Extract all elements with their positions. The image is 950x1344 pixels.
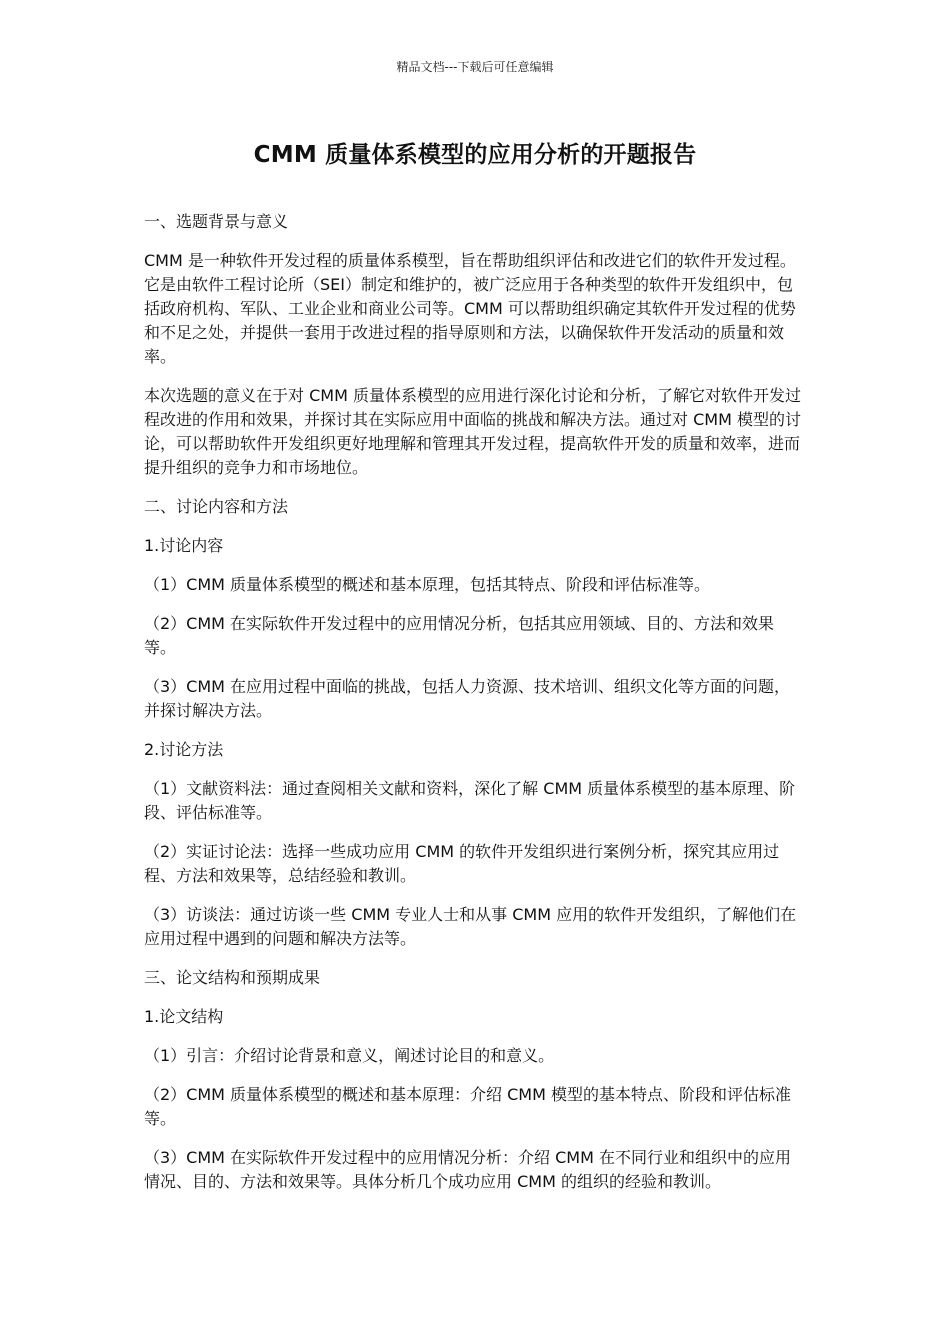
subsection-heading: 1.讨论内容 xyxy=(144,536,224,555)
subsection-heading: 1.论文结构 xyxy=(144,1007,224,1026)
body-paragraph: 本次选题的意义在于对 CMM 质量体系模型的应用进行深化讨论和分析，了解它对软件开发过程改进的作用和效果，并探讨其在实际应用中面临的挑战和解决方法。通过对 CMM 模型的讨论，可以帮助软件开发组织更好地理解和管理其开发过程，提高软件开发的质量和效率，进而提升组织的竞争力和市场地位。 xyxy=(144,386,801,477)
document-title: CMM 质量体系模型的应用分析的开题报告 xyxy=(253,142,697,168)
header-note: 精品文档---下载后可任意编辑 xyxy=(396,60,554,74)
subsection-heading: 2.讨论方法 xyxy=(144,740,224,759)
list-item: （1）CMM 质量体系模型的概述和基本原理，包括其特点、阶段和评估标准等。 xyxy=(144,575,711,594)
document-body xyxy=(144,210,806,1209)
list-item: （3）CMM 在实际软件开发过程中的应用情况分析：介绍 CMM 在不同行业和组织中的应用情况、目的、方法和效果等。具体分析几个成功应用 CMM 的组织的经验和教训。 xyxy=(144,1148,792,1191)
section-heading: 一、选题背景与意义 xyxy=(144,212,289,231)
list-item: （1）文献资料法：通过查阅相关文献和资料，深化了解 CMM 质量体系模型的基本原理、阶段、评估标准等。 xyxy=(144,779,796,822)
body-paragraph: CMM 是一种软件开发过程的质量体系模型，旨在帮助组织评估和改进它们的软件开发过程。它是由软件工程讨论所（SEI）制定和维护的，被广泛应用于各种类型的软件开发组织中，包括政府机构、军队、工业企业和商业公司等。CMM 可以帮助组织确定其软件开发过程的优势和不足之处，并提供一套用于改进过程的指导原则和方法，以确保软件开发活动的质量和效率。 xyxy=(144,251,796,366)
list-item: （1）引言：介绍讨论背景和意义，阐述讨论目的和意义。 xyxy=(144,1046,555,1065)
list-item: （3）CMM 在应用过程中面临的挑战，包括人力资源、技术培训、组织文化等方面的问题，并探讨解决方法。 xyxy=(144,677,791,720)
list-item: （3）访谈法：通过访谈一些 CMM 专业人士和从事 CMM 应用的软件开发组织，了解他们在应用过程中遇到的问题和解决方法等。 xyxy=(144,905,797,948)
section-heading: 二、讨论内容和方法 xyxy=(144,497,289,516)
list-item: （2）CMM 在实际软件开发过程中的应用情况分析，包括其应用领域、目的、方法和效果等。 xyxy=(144,614,775,657)
list-item: （2）实证讨论法：选择一些成功应用 CMM 的软件开发组织进行案例分析，探究其应用过程、方法和效果等，总结经验和教训。 xyxy=(144,842,780,885)
section-heading: 三、论文结构和预期成果 xyxy=(144,968,321,987)
list-item: （2）CMM 质量体系模型的概述和基本原理：介绍 CMM 模型的基本特点、阶段和评估标准等。 xyxy=(144,1085,792,1128)
